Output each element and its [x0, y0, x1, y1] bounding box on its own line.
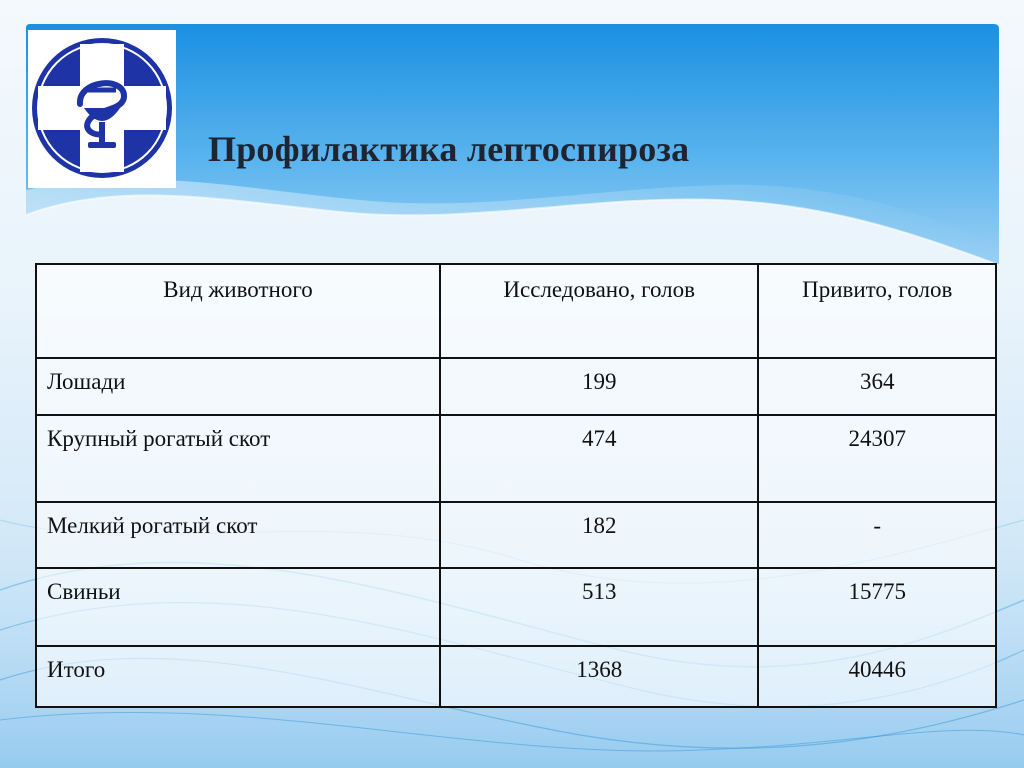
- table-row: [36, 502, 996, 568]
- table-row: [36, 568, 996, 646]
- cell-animal: Свиньи: [36, 568, 440, 646]
- table-total-row: [36, 646, 996, 707]
- cell-total-vaccinated: 40446: [758, 646, 996, 707]
- cell-animal: Мелкий рогатый скот: [36, 502, 440, 568]
- cell-vaccinated: 24307: [758, 415, 996, 502]
- header-animal-type: Вид животного: [36, 264, 440, 358]
- vaccination-table: [35, 263, 997, 708]
- page-title: Профилактика лептоспироза: [208, 129, 690, 169]
- header-vaccinated: Привито, голов: [758, 264, 996, 358]
- medical-cross-icon: [28, 30, 176, 188]
- cell-examined: 182: [440, 502, 758, 568]
- table-header-row: [36, 264, 996, 358]
- cell-examined: 199: [440, 358, 758, 415]
- cell-examined: 474: [440, 415, 758, 502]
- medical-logo: [28, 30, 176, 188]
- cell-total-label: Итого: [36, 646, 440, 707]
- cell-vaccinated: 15775: [758, 568, 996, 646]
- cell-vaccinated: -: [758, 502, 996, 568]
- cell-total-examined: 1368: [440, 646, 758, 707]
- cell-animal: Лошади: [36, 358, 440, 415]
- cell-animal: Крупный рогатый скот: [36, 415, 440, 502]
- cell-vaccinated: 364: [758, 358, 996, 415]
- cell-examined: 513: [440, 568, 758, 646]
- table-row: [36, 358, 996, 415]
- header-examined: Исследовано, голов: [440, 264, 758, 358]
- table-row: [36, 415, 996, 502]
